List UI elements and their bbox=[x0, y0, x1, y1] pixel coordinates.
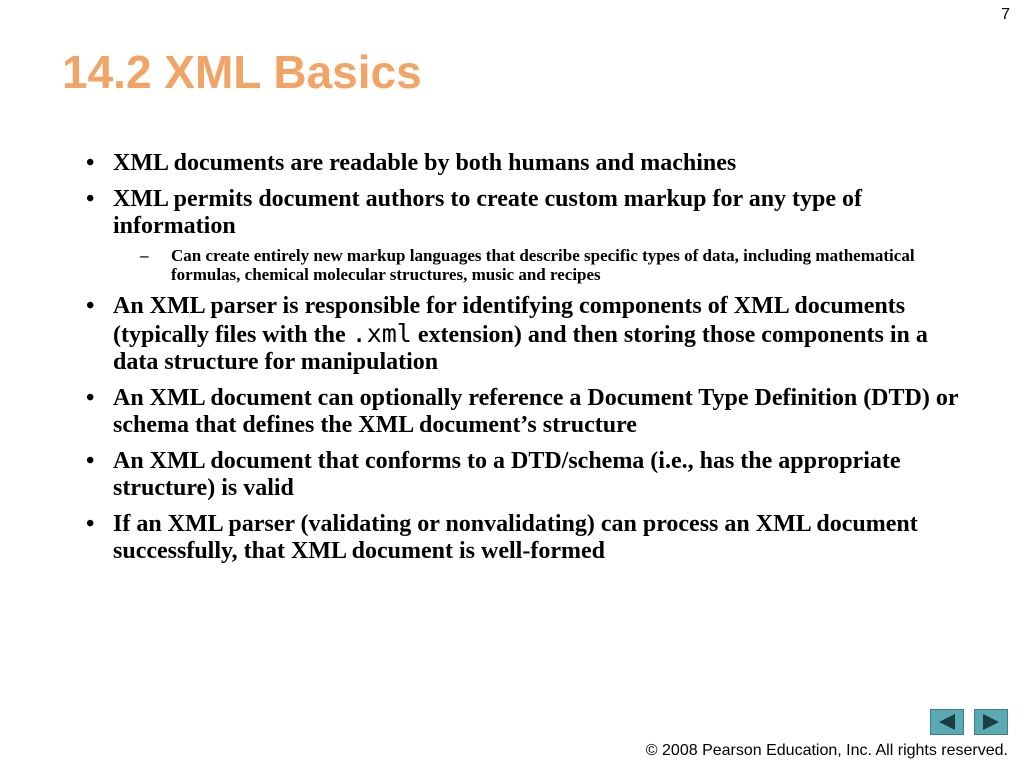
bullet-list bbox=[86, 150, 966, 574]
bullet-item bbox=[86, 186, 966, 284]
sub-bullet-list bbox=[113, 246, 966, 284]
bullet-text-after: extension) and then storing those components in a data structure for manipulation bbox=[113, 322, 928, 375]
bullet-marker: • bbox=[86, 511, 95, 537]
next-slide-button[interactable] bbox=[974, 709, 1008, 735]
bullet-item bbox=[86, 293, 966, 376]
copyright-text: 2008 Pearson Education, Inc. All rights reserved. bbox=[657, 742, 1008, 759]
bullet-marker: • bbox=[86, 293, 95, 319]
bullet-item bbox=[86, 448, 966, 502]
page-number: 7 bbox=[1001, 6, 1010, 23]
bullet-text: XML documents are readable by both humans and machines bbox=[113, 150, 737, 176]
footer-copyright bbox=[646, 742, 1008, 760]
bullet-marker: • bbox=[86, 448, 95, 474]
previous-slide-button[interactable] bbox=[930, 709, 964, 735]
bullet-item bbox=[86, 150, 966, 177]
bullet-marker: • bbox=[86, 150, 95, 176]
sub-bullet-marker: – bbox=[140, 246, 149, 265]
bullet-marker: • bbox=[86, 385, 95, 411]
sub-bullet-item bbox=[113, 246, 966, 284]
bullet-text: An XML document that conforms to a DTD/schema (i.e., has the appropriate structure) is valid bbox=[113, 448, 901, 501]
left-triangle-icon bbox=[936, 713, 958, 731]
slide-title: 14.2 XML Basics bbox=[62, 46, 422, 98]
bullet-item bbox=[86, 385, 966, 439]
bullet-text bbox=[113, 293, 928, 375]
bullet-text: An XML document can optionally reference a Document Type Definition (DTD) or schema that defines the XML document’s structure bbox=[113, 385, 959, 438]
bullet-text: XML permits document authors to create custom markup for any type of information bbox=[113, 186, 863, 239]
slide-navigation bbox=[930, 709, 1008, 735]
code-extension: .xml bbox=[351, 319, 412, 348]
sub-bullet-text: Can create entirely new markup languages that describe specific types of data, including mathematical formulas, chemical molecular structures, music and recipes bbox=[171, 246, 915, 284]
bullet-item bbox=[86, 511, 966, 565]
right-triangle-icon bbox=[980, 713, 1002, 731]
bullet-text-before: An XML parser is responsible for identifying components of XML documents (typically files with the bbox=[113, 293, 906, 348]
bullet-marker: • bbox=[86, 186, 95, 212]
bullet-text: If an XML parser (validating or nonvalidating) can process an XML document successfully, that XML document is well-formed bbox=[113, 511, 918, 564]
copyright-symbol: © bbox=[645, 742, 658, 759]
